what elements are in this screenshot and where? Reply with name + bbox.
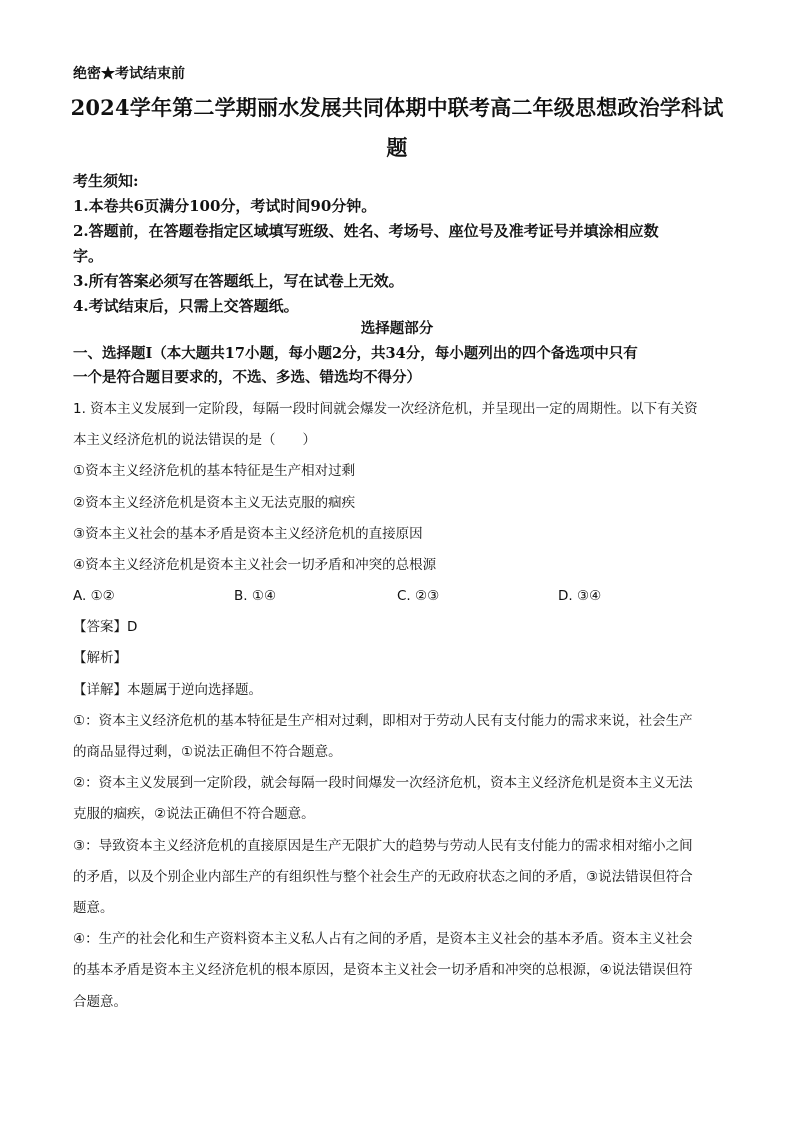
option-b: B. ①④ [234,588,277,605]
explanation-line: 克服的痼疾，②说法正确但不符合题意。 [73,806,315,823]
detail-tag: 【详解】 [73,681,127,698]
explanation-line: 的基本矛盾是资本主义经济危机的根本原因，是资本主义社会一切矛盾和冲突的总根源，④说法错误但符 [73,962,693,979]
explanation-line: ④：生产的社会化和生产资料资本主义私人占有之间的矛盾，是资本主义社会的基本矛盾。资本主义社会 [73,931,693,948]
statement-4: ④资本主义经济危机是资本主义社会一切矛盾和冲突的总根源 [73,557,437,574]
answer-line [73,612,733,643]
part-heading-line-2: 一个是符合题目要求的，不选、多选、错选均不得分） [73,369,421,386]
question-1 [73,394,733,1018]
notice-item: 1.本卷共6页满分100分，考试时间90分钟。 [73,197,377,215]
answer-options [73,581,733,612]
part-heading-line-1: 一、选择题Ⅰ（本大题共17小题，每小题2分，共34分，每小题列出的四个备选项中只有 [73,345,638,362]
candidate-notice [73,169,733,319]
explanation-line: 合题意。 [73,993,127,1010]
explanation-line: 的矛盾，以及个别企业内部生产的有组织性与整个社会生产的无政府状态之间的矛盾，③说法错误但符合 [73,868,693,885]
option-c: C. ②③ [397,588,440,605]
notice-item: 4.考试结束后，只需上交答题纸。 [73,297,299,315]
answer-tag: 【答案】 [73,619,127,636]
explanation-line: 的商品显得过剩，①说法正确但不符合题意。 [73,744,342,761]
explanation-line: ②：资本主义发展到一定阶段，就会每隔一段时间爆发一次经济危机，资本主义经济危机是资本主义无法 [73,775,693,792]
analysis-tag: 【解析】 [73,650,127,667]
statement-2: ②资本主义经济危机是资本主义无法克服的痼疾 [73,494,356,511]
question-stem-line-2: 本主义经济危机的说法错误的是（ ） [73,432,316,449]
answer-value: D [127,619,138,636]
statement-1: ①资本主义经济危机的基本特征是生产相对过剩 [73,463,356,480]
detail-intro: 本题属于逆向选择题。 [127,681,262,698]
notice-heading: 考生须知: [73,172,139,190]
exam-title-line-1: 2024学年第二学期丽水发展共同体期中联考高二年级思想政治学科试 [70,95,724,120]
question-stem-line-1: 1. 资本主义发展到一定阶段，每隔一段时间就会爆发一次经济危机，并呈现出一定的周期性。以下有关资 [73,401,698,417]
notice-item: 字。 [73,247,104,265]
detail-line [73,675,733,706]
option-d: D. ③④ [558,588,602,605]
notice-item: 3.所有答案必须写在答题纸上，写在试卷上无效。 [73,272,404,290]
explanation-line: ③：导致资本主义经济危机的直接原因是生产无限扩大的趋势与劳动人民有支付能力的需求相对缩小之间 [73,837,693,854]
exam-title-line-2: 题 [386,135,408,160]
explanation-line: 题意。 [73,900,114,917]
exam-title [60,88,734,168]
statement-3: ③资本主义社会的基本矛盾是资本主义经济危机的直接原因 [73,525,423,542]
confidential-label: 绝密★考试结束前 [73,66,185,82]
notice-item: 2.答题前，在答题卷指定区域填写班级、姓名、考场号、座位号及准考证号并填涂相应数 [73,222,659,240]
explanation-line: ①：资本主义经济危机的基本特征是生产相对过剩，即相对于劳动人民有支付能力的需求来说，社会生产 [73,712,693,729]
option-a: A. ①② [73,588,115,605]
section-title: 选择题部分 [360,320,434,337]
part-heading [73,342,733,390]
